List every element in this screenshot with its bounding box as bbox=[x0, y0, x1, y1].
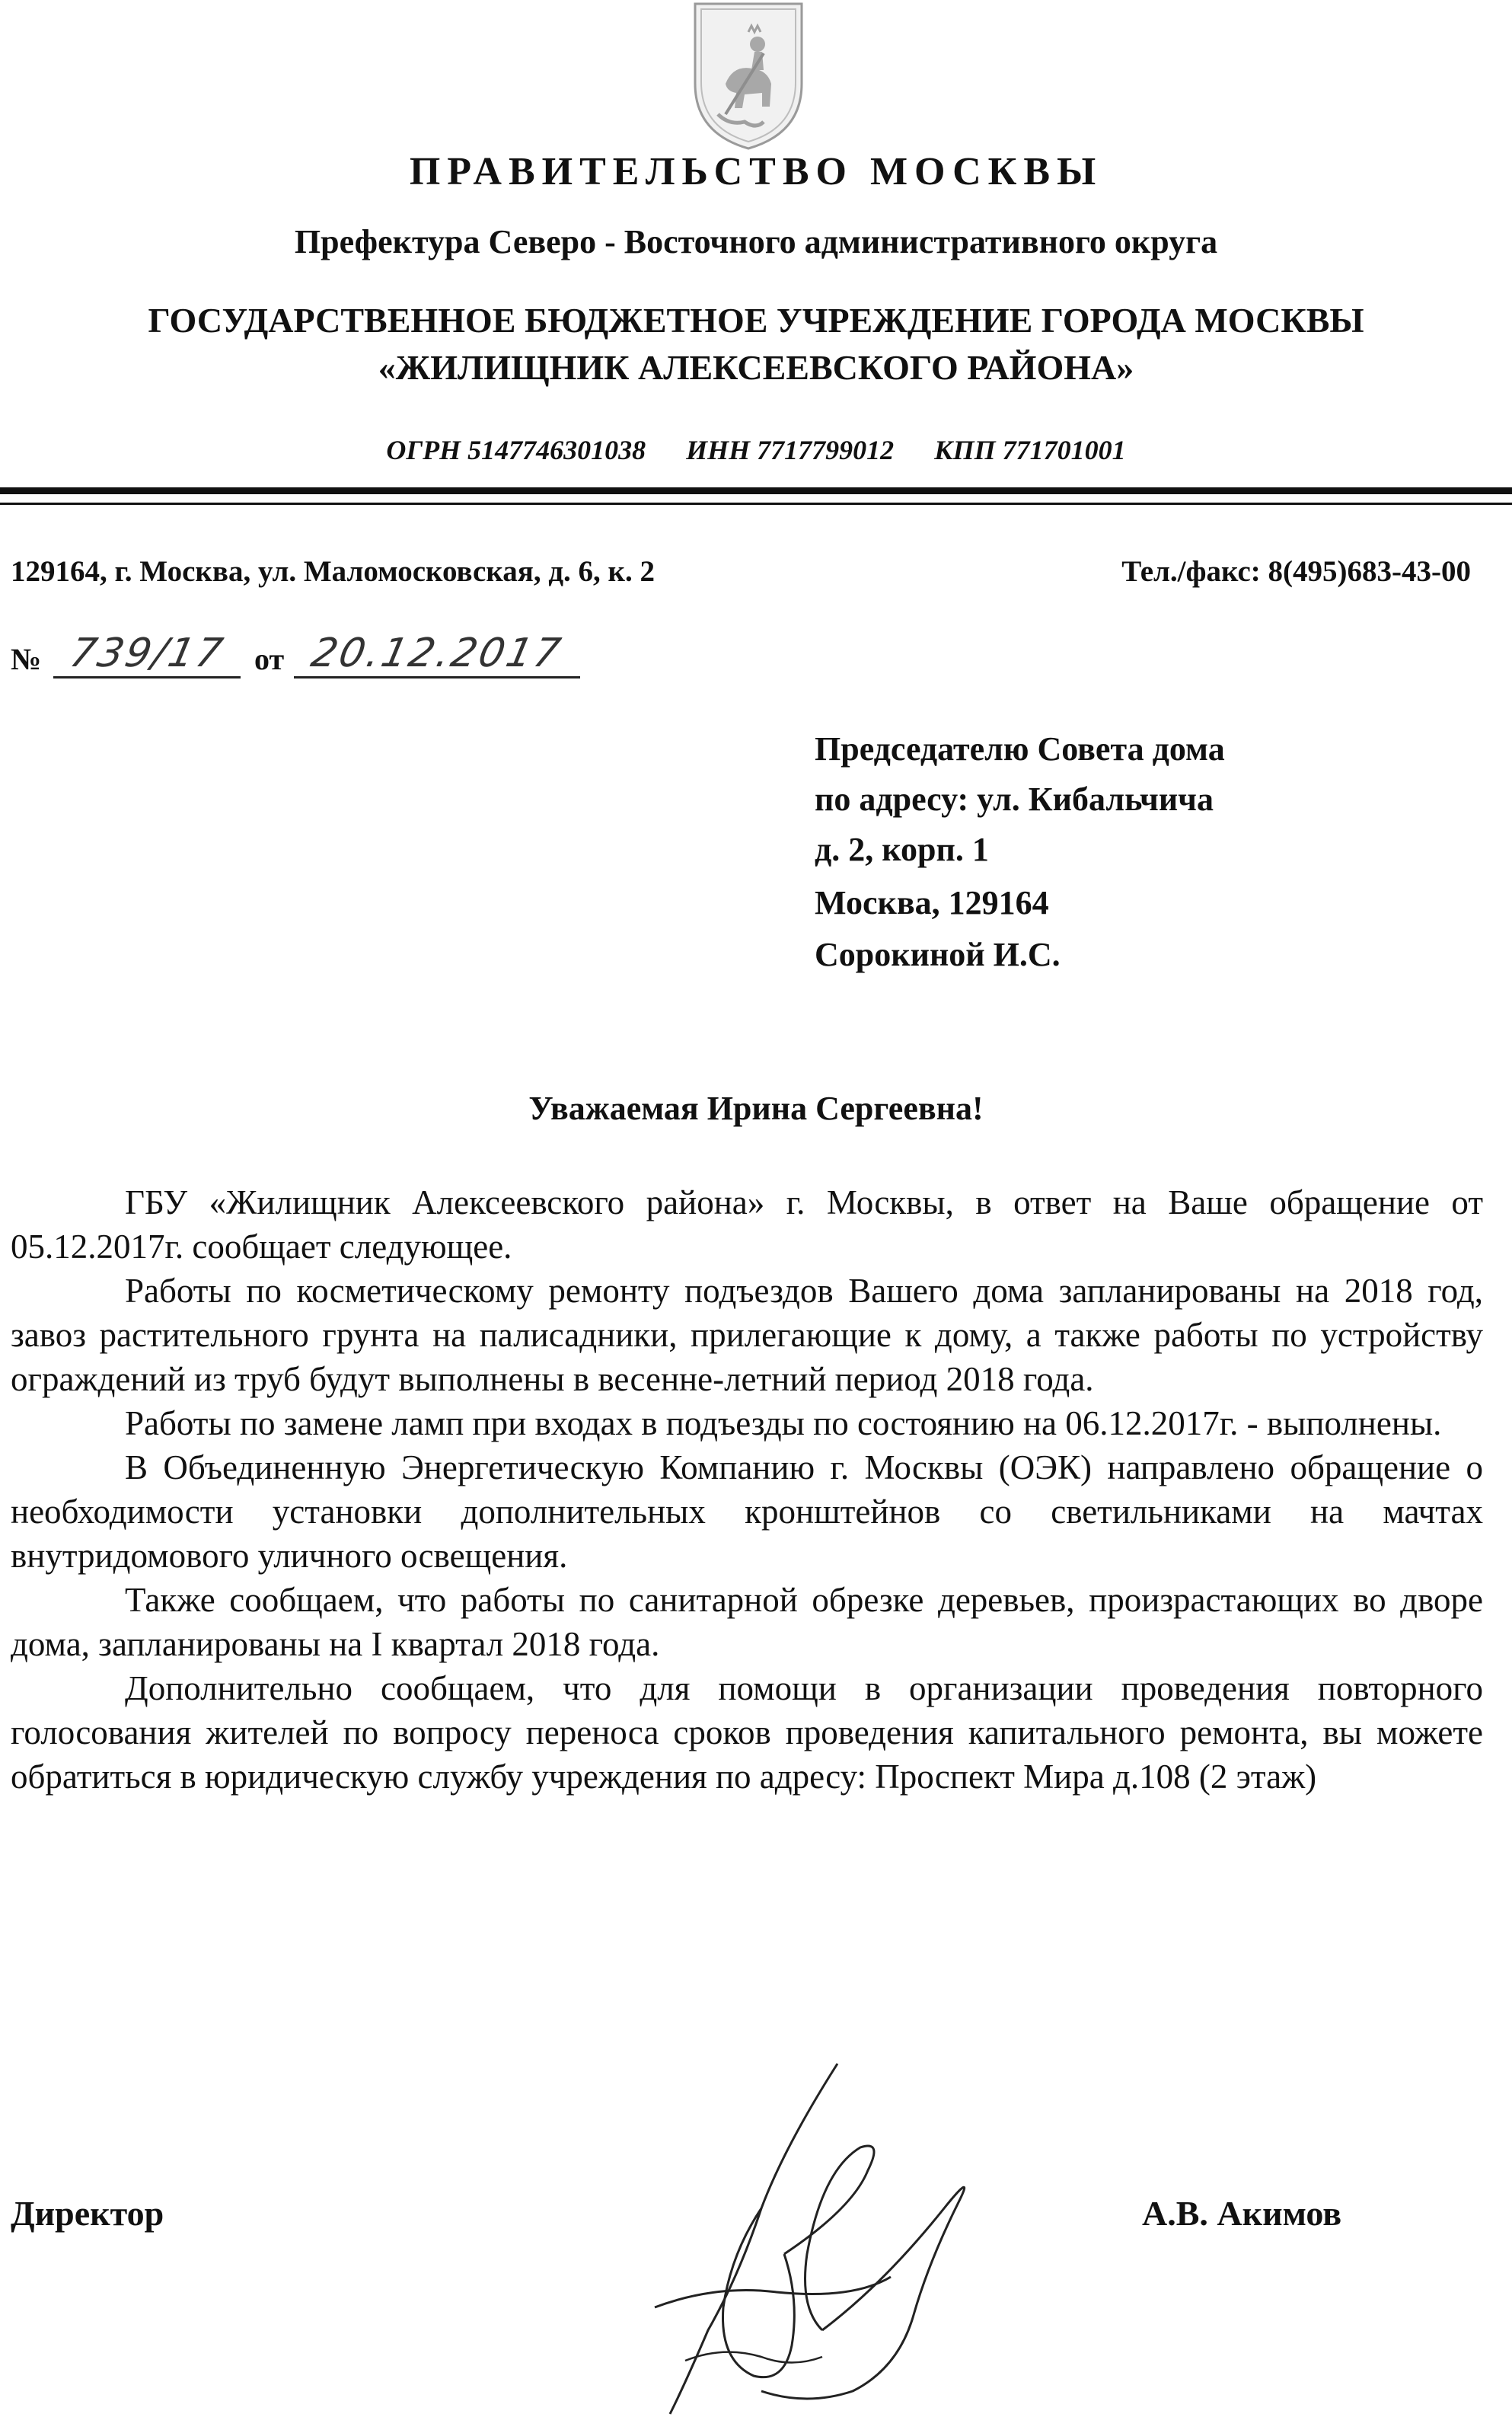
organization-address: 129164, г. Москва, ул. Маломосковская, д. 6, к. 2 bbox=[11, 555, 656, 588]
ogrn-code: ОГРН 5147746301038 bbox=[386, 435, 646, 465]
body-paragraph: Работы по замене ламп при входах в подъезды по состоянию на 06.12.2017г. - выполнены. bbox=[125, 1404, 1442, 1442]
header-divider-thick bbox=[0, 487, 1512, 494]
recipient-line: д. 2, корп. 1 bbox=[815, 831, 989, 868]
signatory-title: Директор bbox=[11, 2194, 164, 2233]
outgoing-registration bbox=[11, 631, 620, 684]
salutation: Уважаемая Ирина Сергеевна! bbox=[528, 1090, 984, 1127]
inn-code: ИНН 7717799012 bbox=[686, 435, 895, 465]
organization-name-line2: «ЖИЛИЩНИК АЛЕКСЕЕВСКОГО РАЙОНА» bbox=[378, 348, 1134, 387]
body-paragraph: Работы по косметическому ремонту подъездов Вашего дома запланированы на 2018 год, завоз растительного грунта на палисадники, прилегающие к дому, а также работы по устройству ограждений из труб будут выполнены в весенне-летний период 2018 года. bbox=[11, 1272, 1483, 1398]
handwritten-signature-icon bbox=[533, 2056, 1066, 2417]
registration-number-field bbox=[53, 631, 241, 678]
body-paragraph: Дополнительно сообщаем, что для помощи в организации проведения повторного голосования жителей по вопросу переноса сроков проведения капитального ремонта, вы можете обратиться в юридическую службу учреждения по адресу: Проспект Мира д.108 (2 этаж) bbox=[11, 1669, 1483, 1796]
registration-number: 739/17 bbox=[65, 631, 228, 676]
header-divider-thin bbox=[0, 503, 1512, 505]
recipient-line: Сорокиной И.С. bbox=[815, 936, 1061, 973]
signatory-name: А.В. Акимов bbox=[1142, 2194, 1342, 2233]
number-label: № bbox=[11, 642, 42, 676]
registration-codes bbox=[0, 434, 1512, 466]
recipient-line: Председателю Совета дома bbox=[815, 730, 1225, 768]
government-title: ПРАВИТЕЛЬСТВО МОСКВЫ bbox=[409, 150, 1103, 193]
date-from-label: от bbox=[254, 642, 285, 676]
letter-body bbox=[11, 1180, 1483, 1799]
organization-name-line1: ГОСУДАРСТВЕННОЕ БЮДЖЕТНОЕ УЧРЕЖДЕНИЕ ГОРОДА МОСКВЫ bbox=[148, 301, 1364, 340]
kpp-code: КПП 771701001 bbox=[934, 435, 1126, 465]
registration-date: 20.12.2017 bbox=[307, 631, 567, 676]
recipient-line: по адресу: ул. Кибальчича bbox=[815, 781, 1214, 818]
body-paragraph: Также сообщаем, что работы по санитарной обрезке деревьев, произрастающих во дворе дома, запланированы на I квартал 2018 года. bbox=[11, 1581, 1483, 1663]
registration-date-field bbox=[294, 631, 580, 678]
moscow-coat-of-arms-icon bbox=[672, 0, 825, 152]
organization-phone: Тел./факс: 8(495)683-43-00 bbox=[1121, 555, 1471, 588]
body-paragraph: В Объединенную Энергетическую Компанию г. Москвы (ОЭК) направлено обращение о необходимости установки дополнительных кронштейнов со светильниками на мачтах внутридомового уличного освещения. bbox=[11, 1448, 1483, 1575]
recipient-line: Москва, 129164 bbox=[815, 884, 1049, 921]
prefecture-title: Префектура Северо - Восточного административного округа bbox=[294, 223, 1218, 260]
body-paragraph: ГБУ «Жилищник Алексеевского района» г. Москвы, в ответ на Ваше обращение от 05.12.2017г. сообщает следующее. bbox=[11, 1183, 1483, 1266]
